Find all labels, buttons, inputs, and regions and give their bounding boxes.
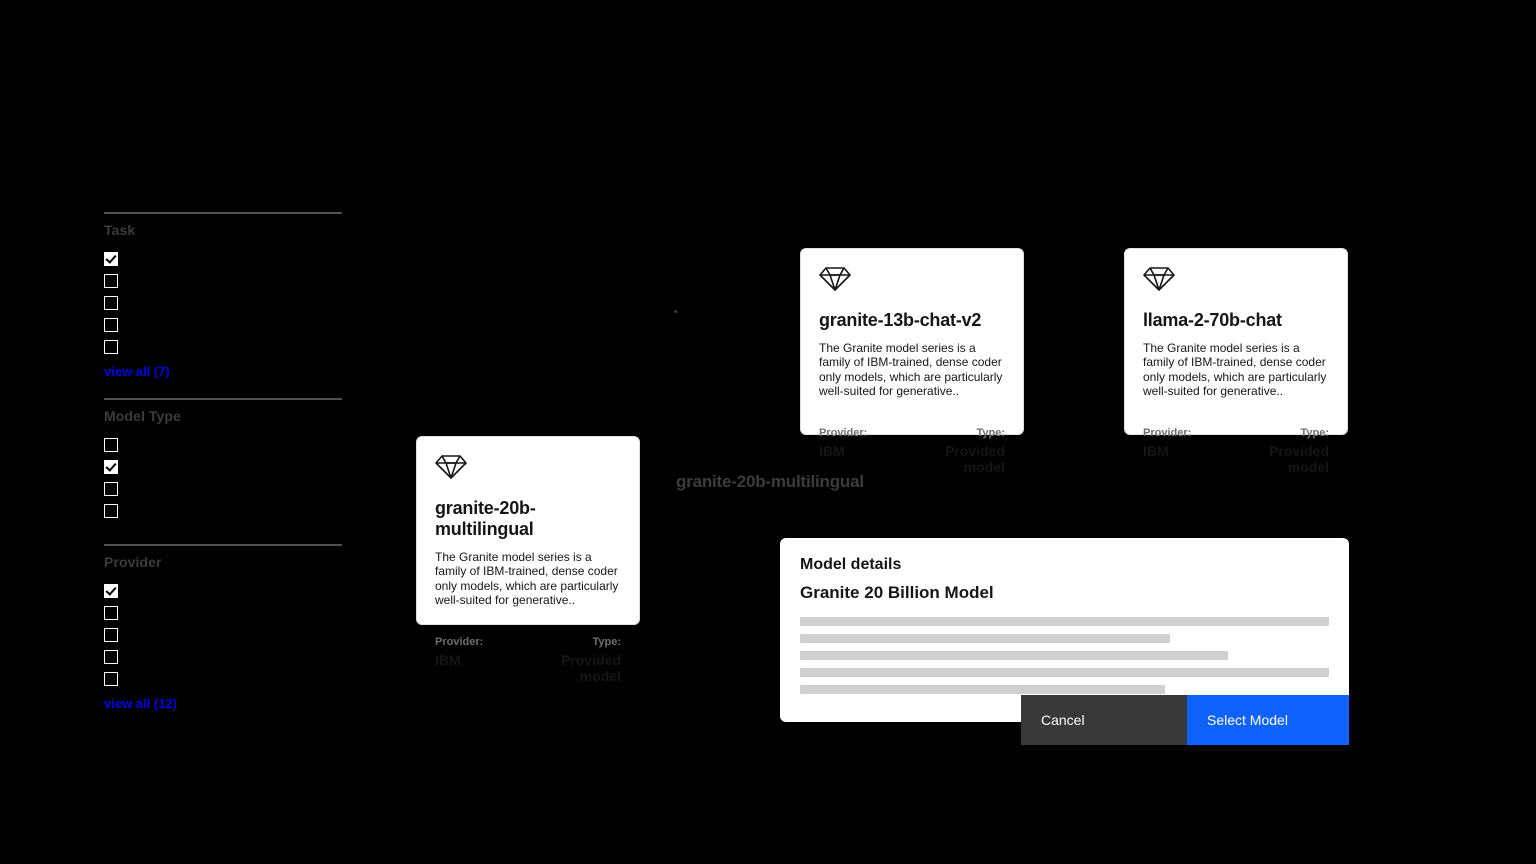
- filter-option-row[interactable]: [104, 624, 342, 646]
- checkbox-icon[interactable]: [104, 482, 118, 496]
- checkbox-icon[interactable]: [104, 252, 118, 266]
- skeleton-line: [800, 668, 1329, 677]
- checkbox-icon[interactable]: [104, 460, 118, 474]
- provider-label: Provider:: [1143, 426, 1192, 439]
- type-col: [528, 636, 621, 684]
- provider-label: Provider:: [819, 426, 868, 439]
- checkbox-icon[interactable]: [104, 296, 118, 310]
- model-card-llama-2-70b-chat[interactable]: [1124, 248, 1348, 475]
- skeleton-line: [800, 685, 1165, 694]
- filter-option-row[interactable]: [104, 248, 342, 270]
- model-card-granite-20b-multilingual[interactable]: [416, 436, 640, 684]
- model-card-meta: [819, 427, 1005, 475]
- model-card-granite-13b-chat-v2[interactable]: [800, 248, 1024, 475]
- filter-group-task: [104, 212, 342, 379]
- model-card-description: The Granite model series is a family of IBM-trained, dense coder only models, which are particularly well-suited for generative..: [819, 341, 1003, 399]
- provider-value: IBM: [819, 442, 845, 459]
- filter-divider: [104, 544, 342, 546]
- model-card-meta: [1143, 427, 1329, 475]
- filter-option-row[interactable]: [104, 580, 342, 602]
- filter-options-task: [104, 248, 342, 358]
- provider-label: Provider:: [435, 635, 484, 648]
- filter-divider: [104, 398, 342, 400]
- filter-title-model-type: Model Type: [104, 408, 181, 424]
- filter-options-model-type: [104, 434, 342, 522]
- model-card-title: granite-20b-multilingual: [435, 498, 536, 539]
- model-card-title: llama-2-70b-chat: [1143, 310, 1282, 330]
- provider-col: [435, 636, 528, 684]
- filter-title-provider: Provider: [104, 554, 162, 570]
- provider-col: [1143, 427, 1236, 475]
- diamond-icon: [435, 453, 621, 486]
- type-label: Type:: [592, 635, 621, 648]
- filter-option-row[interactable]: [104, 336, 342, 358]
- checkbox-icon[interactable]: [104, 318, 118, 332]
- filter-group-model-type: [104, 398, 342, 522]
- filter-title-task: Task: [104, 222, 136, 238]
- model-card-title: granite-13b-chat-v2: [819, 310, 982, 330]
- model-details-subtitle: Granite 20 Billion Model: [800, 583, 994, 602]
- filter-option-row[interactable]: [104, 602, 342, 624]
- model-card-description: The Granite model series is a family of IBM-trained, dense coder only models, which are particularly well-suited for generative..: [435, 550, 619, 608]
- checkbox-icon[interactable]: [104, 672, 118, 686]
- skeleton-line: [800, 651, 1228, 660]
- skeleton-line: [800, 634, 1170, 643]
- checkbox-icon[interactable]: [104, 628, 118, 642]
- checkbox-icon[interactable]: [104, 340, 118, 354]
- filter-option-row[interactable]: [104, 434, 342, 456]
- checkbox-icon[interactable]: [104, 504, 118, 518]
- filter-options-provider: [104, 580, 342, 690]
- skeleton-line: [800, 617, 1329, 626]
- select-model-button[interactable]: Select Model: [1187, 695, 1349, 745]
- filter-option-row[interactable]: [104, 500, 342, 522]
- type-col: [912, 427, 1005, 475]
- filter-option-row[interactable]: [104, 478, 342, 500]
- diamond-icon: [819, 265, 1005, 298]
- provider-col: [819, 427, 912, 475]
- model-details-heading: Model details: [800, 556, 902, 573]
- filter-option-row[interactable]: [104, 292, 342, 314]
- type-value: Provided model: [945, 442, 1005, 475]
- model-card-meta: [435, 636, 621, 684]
- checkbox-icon[interactable]: [104, 438, 118, 452]
- checkbox-icon[interactable]: [104, 606, 118, 620]
- filter-option-row[interactable]: [104, 646, 342, 668]
- checkbox-icon[interactable]: [104, 650, 118, 664]
- provider-value: IBM: [435, 651, 461, 668]
- filter-group-provider: [104, 544, 342, 711]
- checkbox-icon[interactable]: [104, 274, 118, 288]
- filter-option-row[interactable]: [104, 668, 342, 690]
- view-all-provider-link[interactable]: view all (12): [104, 696, 177, 711]
- pointer-dot: [674, 310, 677, 313]
- view-all-task-link[interactable]: view all (7): [104, 364, 170, 379]
- provider-value: IBM: [1143, 442, 1169, 459]
- cancel-button[interactable]: Cancel: [1021, 695, 1187, 745]
- type-label: Type:: [1300, 426, 1329, 439]
- type-value: Provided model: [1269, 442, 1329, 475]
- model-card-description: The Granite model series is a family of IBM-trained, dense coder only models, which are particularly well-suited for generative..: [1143, 341, 1327, 399]
- type-label: Type:: [976, 426, 1005, 439]
- type-col: [1236, 427, 1329, 475]
- diamond-icon: [1143, 265, 1329, 298]
- details-action-bar: [1021, 695, 1349, 745]
- checkbox-icon[interactable]: [104, 584, 118, 598]
- filter-divider: [104, 212, 342, 214]
- drag-label-granite-20b-multilingual: granite-20b-multilingual: [676, 472, 864, 491]
- filter-option-row[interactable]: [104, 270, 342, 292]
- type-value: Provided model: [561, 651, 621, 684]
- filter-option-row[interactable]: [104, 314, 342, 336]
- filter-option-row[interactable]: [104, 456, 342, 478]
